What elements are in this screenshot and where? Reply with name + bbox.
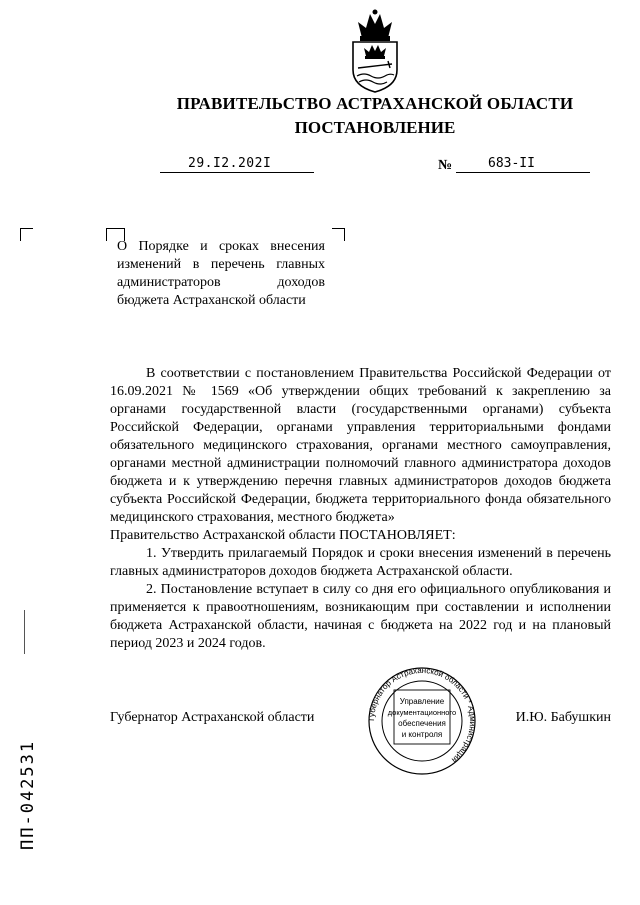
preamble-paragraph: В соответствии с постановлением Правительства Российской Федерации от 16.09.2021 № 1569 «Об утверждении общих требований к закреплению за органами государственной власти (государственными органами) субъекта Российской Федерации, органами управления территориальными фондами обязательного медицинского страхования, органами местного самоуправления, органами местной администрации полномочий главного администратора доходов бюджета и к утверждению перечня главных администраторов доходов бюджета субъекта Российской Федерации, бюджета территориального фонда обязательного медицинского страхования, местного бюджета» <box>110 366 611 525</box>
document-date: 29.I2.202I <box>188 156 272 171</box>
margin-line <box>24 610 25 654</box>
item-1-paragraph: 1. Утвердить прилагаемый Порядок и сроки внесения изменений в перечень главных администраторов доходов бюджета Астраханской области. <box>110 546 611 579</box>
document-type: ПОСТАНОВЛЕНИЕ <box>294 118 456 137</box>
document-body <box>110 365 611 653</box>
official-stamp <box>360 666 484 776</box>
government-title: ПРАВИТЕЛЬСТВО АСТРАХАНСКОЙ ОБЛАСТИ <box>176 94 574 113</box>
resolves-paragraph: Правительство Астраханской области ПОСТАНОВЛЯЕТ: <box>110 528 456 543</box>
date-underline <box>160 172 314 173</box>
document-number: 683-II <box>488 156 535 171</box>
item-2-paragraph: 2. Постановление вступает в силу со дня его официального опубликования и применяется к правоотношениям, возникающим при составлении и исполнении бюджета Астраханской области, начиная с бюджета на 2022 год и на плановый период 2023 и 2024 годов. <box>110 582 611 651</box>
signatory-name: И.Ю. Бабушкин <box>515 710 611 725</box>
stamp-line-4: и контроля <box>401 730 443 739</box>
document-subject: О Порядке и сроках внесения изменений в перечень главных администраторов доходов бюджета Астраханской области <box>117 239 325 308</box>
coat-of-arms-icon <box>344 8 406 94</box>
stamp-line-1: Управление <box>399 697 445 706</box>
signatory-position: Губернатор Астраханской области <box>110 710 315 725</box>
stamp-line-3: обеспечения <box>398 719 446 728</box>
corner-mark <box>332 228 345 241</box>
form-serial-number: ПП-042531 <box>18 739 38 850</box>
stamp-ring-text: Губернатор Астраханской области * Администрация <box>366 666 478 765</box>
number-sign: № <box>438 158 453 173</box>
corner-mark <box>20 228 33 241</box>
stamp-line-2: документационного <box>387 708 457 717</box>
number-underline <box>456 172 590 173</box>
